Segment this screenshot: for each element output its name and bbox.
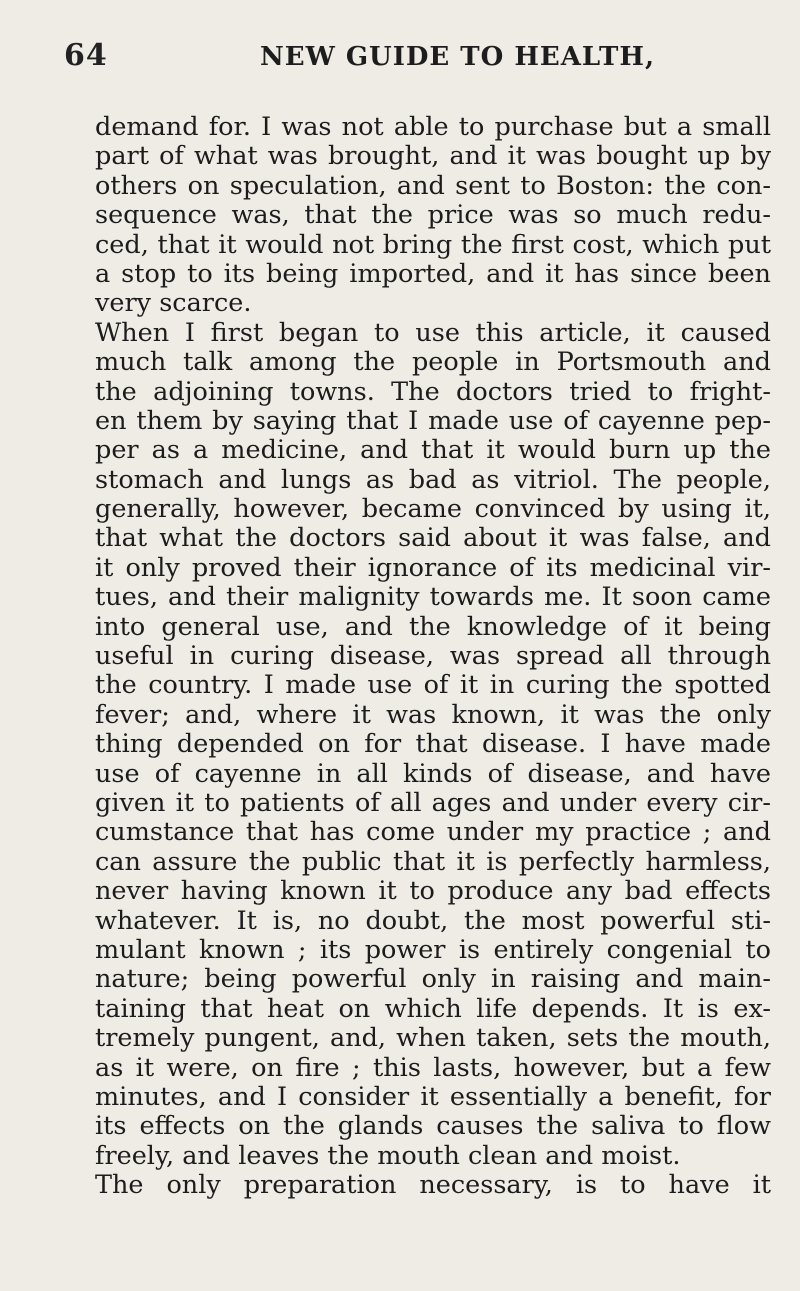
- text-line: sequence was, that the price was so much redu-: [95, 200, 771, 231]
- text-line: part of what was brought, and it was bought up by: [95, 141, 771, 172]
- text-line: freely, and leaves the mouth clean and moist.: [95, 1140, 681, 1171]
- text-line: fever; and, where it was known, it was the only: [95, 699, 771, 730]
- text-line: can assure the public that it is perfectly harmless,: [95, 846, 771, 877]
- text-line: much talk among the people in Portsmouth and: [95, 347, 771, 378]
- text-line: thing depended on for that disease. I have made: [95, 729, 771, 760]
- text-line: very scarce.: [95, 288, 252, 319]
- text-line: cumstance that has come under my practice ; and: [95, 817, 771, 848]
- text-line: When I first began to use this article, it caused: [95, 317, 771, 348]
- text-line: given it to patients of all ages and under every cir-: [95, 787, 771, 818]
- text-line: nature; being powerful only in raising and main-: [95, 964, 771, 995]
- text-line: tremely pungent, and, when taken, sets the mouth,: [95, 1023, 771, 1054]
- text-line: generally, however, became convinced by using it,: [95, 494, 771, 525]
- text-line: whatever. It is, no doubt, the most powerful sti-: [95, 905, 771, 936]
- text-line: others on speculation, and sent to Boston: the con-: [95, 170, 771, 201]
- text-line: the adjoining towns. The doctors tried to fright-: [95, 376, 771, 407]
- text-line: a stop to its being imported, and it has since been: [95, 258, 771, 289]
- text-line: stomach and lungs as bad as vitriol. The people,: [95, 464, 771, 495]
- text-line: tues, and their malignity towards me. It soon came: [95, 582, 771, 613]
- running-head: NEW GUIDE TO HEALTH,: [260, 42, 656, 72]
- text-line: as it were, on fire ; this lasts, however, but a few: [95, 1052, 771, 1083]
- text-line: The only preparation necessary, is to have it: [95, 1170, 771, 1201]
- text-line: taining that heat on which life depends. It is ex-: [95, 993, 771, 1024]
- text-line: minutes, and I consider it essentially a benefit, for: [95, 1081, 771, 1112]
- text-line: demand for. I was not able to purchase but a small: [95, 112, 771, 142]
- text-line: use of cayenne in all kinds of disease, and have: [95, 758, 771, 789]
- page-number: 64: [64, 38, 108, 73]
- body-text: [95, 113, 771, 1200]
- text-line: ced, that it would not bring the first cost, which put: [95, 229, 771, 260]
- text-line: the country. I made use of it in curing the spotted: [95, 670, 771, 701]
- text-line: per as a medicine, and that it would burn up the: [95, 435, 771, 466]
- text-line: mulant known ; its power is entirely congenial to: [95, 934, 771, 965]
- text-line: useful in curing disease, was spread all through: [95, 641, 771, 672]
- text-line: it only proved their ignorance of its medicinal vir-: [95, 552, 771, 583]
- text-line: into general use, and the knowledge of it being: [95, 611, 771, 642]
- text-line: that what the doctors said about it was false, and: [95, 523, 771, 554]
- text-line: en them by saying that I made use of cayenne pep-: [95, 405, 771, 436]
- text-line: its effects on the glands causes the saliva to flow: [95, 1111, 771, 1142]
- page-header: [64, 38, 770, 78]
- text-line: never having known it to produce any bad effects: [95, 876, 771, 907]
